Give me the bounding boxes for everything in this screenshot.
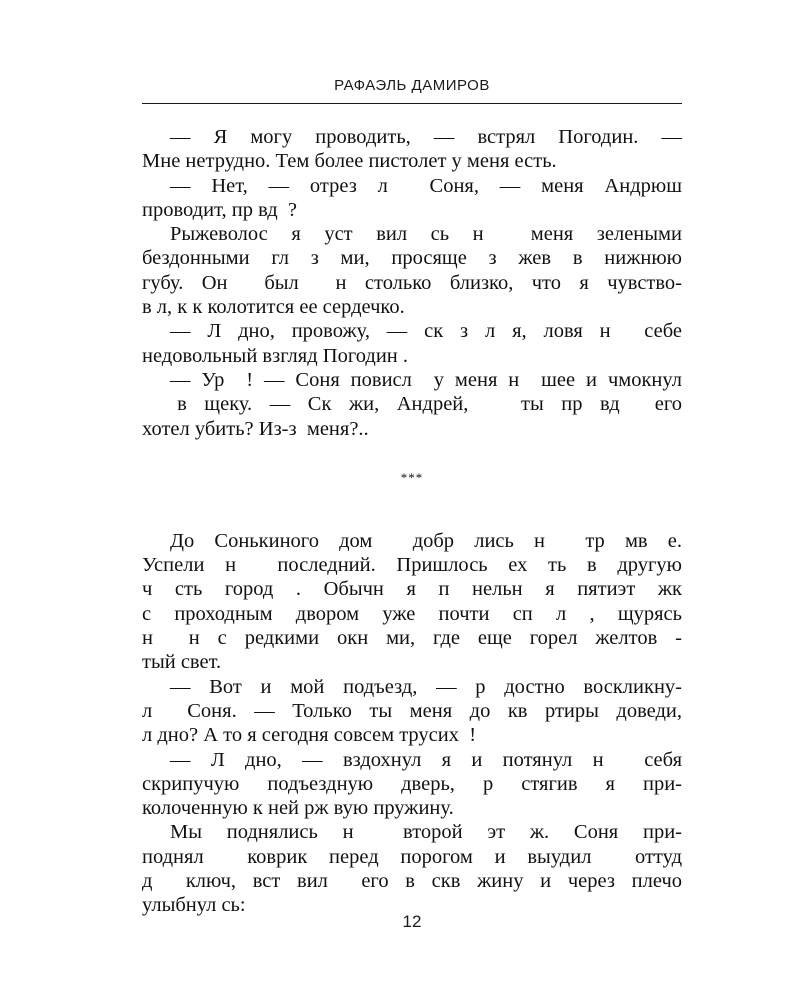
text-line: в л, к к колотится ее сердечко.: [142, 296, 405, 319]
text-line: — Л дно, — вздохнул я и потянул н себя: [170, 748, 682, 771]
text-line: — Л дно, провожу, — ск з л я, ловя н себе: [170, 320, 682, 343]
text-line: — Вот и мой подъезд, — р достно воскликну-: [170, 675, 682, 698]
text-line: недовольный взгляд Погодин .: [142, 344, 409, 367]
text-line: — Нет, — отрез л Соня, — меня Андрюш: [170, 174, 682, 197]
text-line: скрипучую подъездную дверь, р стягив я при-: [142, 772, 682, 795]
text-line: с проходным двором уже почти сп л , щурясь: [142, 602, 682, 625]
text-line: Мне нетрудно. Тем более пистолет у меня есть.: [142, 150, 557, 173]
text-line: л дно? А то я сегодня совсем трусих !: [142, 724, 477, 747]
text-line: Рыжеволос я уст вил сь н меня зелеными: [170, 223, 682, 246]
text-line: в щеку. — Ск жи, Андрей, ты пр вд его: [142, 393, 682, 416]
paragraph-group-2: [142, 529, 682, 918]
text-line: ч сть город . Обычн я п нельн я пятиэт жк: [142, 578, 682, 601]
text-line: Мы поднялись н второй эт ж. Соня при-: [170, 821, 682, 844]
paragraph-group-1: [142, 125, 682, 441]
page-body: [142, 125, 682, 918]
text-line: н н с редкими окн ми, где еще горел желтов -: [142, 627, 682, 650]
text-line: — Ур ! — Соня повисл у меня н шее и чмокнул: [170, 368, 682, 391]
scene-separator: ***: [400, 469, 424, 485]
text-line: проводит, пр вд ?: [142, 198, 298, 221]
text-line: — Я могу проводить, — встрял Погодин. —: [170, 126, 682, 148]
running-header: РАФАЭЛЬ ДАМИРОВ: [334, 77, 490, 94]
header-rule: [142, 103, 682, 104]
text-line: Успели н последний. Пришлось ех ть в другую: [142, 554, 682, 577]
text-line: губу. Он был н столько близко, что я чувство-: [142, 271, 682, 294]
text-line: бездонными гл з ми, просяще з жев в нижнюю: [142, 247, 682, 270]
text-line: хотел убить? Из-з меня?..: [142, 417, 369, 440]
text-line: л Соня. — Только ты меня до кв ртиры доведи,: [142, 699, 682, 722]
text-line: тый свет.: [142, 651, 222, 674]
text-line: д ключ, вст вил его в скв жину и через плечо: [142, 870, 682, 893]
page-number: 12: [402, 912, 422, 931]
text-line: поднял коврик перед порогом и выудил оттуд: [142, 845, 682, 868]
text-line: колоченную к ней рж вую пружину.: [142, 797, 454, 820]
text-line: улыбнул сь:: [142, 894, 246, 917]
text-line: До Сонькиного дом добр лись н тр мв е.: [170, 529, 682, 552]
